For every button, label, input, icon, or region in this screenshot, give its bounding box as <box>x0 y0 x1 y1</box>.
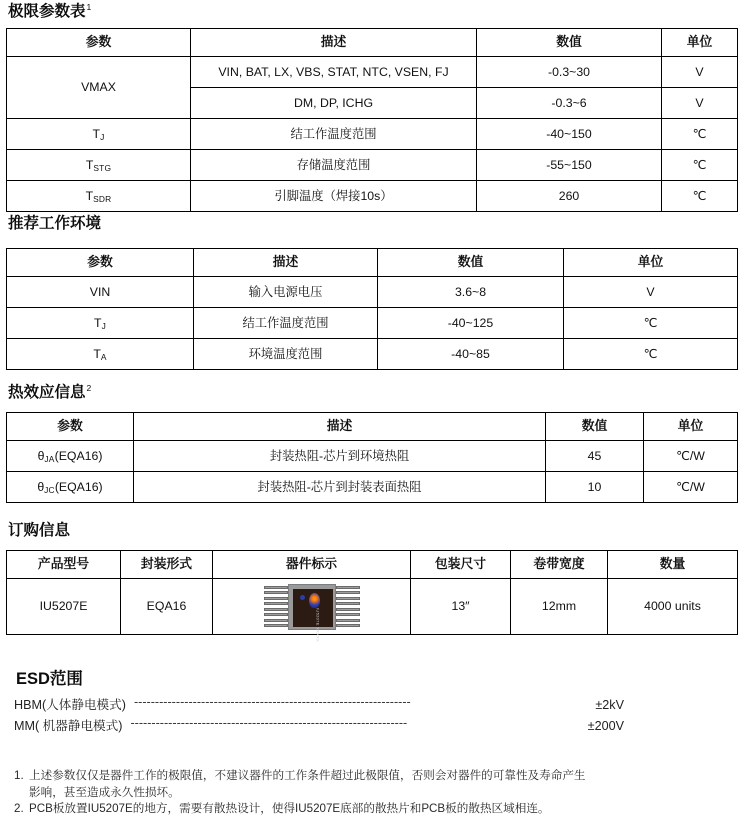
footnote-ref-2: 2 <box>86 382 92 393</box>
section-title-text: ESD范围 <box>16 670 83 688</box>
chip-logo-icon <box>309 593 320 608</box>
section-heading-esd <box>16 665 83 689</box>
col-header-param: 参数 <box>7 29 191 57</box>
cell-param <box>7 472 134 503</box>
col-header-unit: 单位 <box>564 249 738 277</box>
table-header-row <box>7 413 738 441</box>
cell-unit: ℃ <box>564 308 738 339</box>
section-title-text: 极限参数表 <box>8 3 86 20</box>
cell-desc: 封装热阻-芯片到环境热阻 <box>134 441 546 472</box>
cell-param <box>7 339 194 370</box>
esd-row-hbm <box>14 694 624 715</box>
esd-dash-leader: ------------------------------------------------------------------ <box>133 695 411 709</box>
param-subscript: J <box>100 132 105 143</box>
col-header-value: 数值 <box>477 29 662 57</box>
col-header-package: 封装形式 <box>121 551 213 579</box>
chip-pin <box>264 602 288 605</box>
section-heading-recommended <box>8 216 101 232</box>
param-base: θ <box>37 448 45 463</box>
table-recommended <box>6 248 738 370</box>
footnote-line-2: 影响，甚至造成永久性损坏。 <box>29 785 180 799</box>
col-header-marking: 器件标示 <box>213 551 411 579</box>
cell-desc: 存储温度范围 <box>191 150 477 181</box>
table-row <box>7 57 738 88</box>
cell-unit: ℃/W <box>644 472 738 503</box>
cell-value: -40~125 <box>378 308 564 339</box>
cell-unit: ℃ <box>662 119 738 150</box>
chip-pin <box>264 597 288 600</box>
chip-pin <box>336 608 360 611</box>
param-base: T <box>94 315 102 330</box>
esd-label-hbm: HBM(人体静电模式) <box>14 698 126 712</box>
chip-die <box>293 589 333 642</box>
col-header-desc: 描述 <box>191 29 477 57</box>
esd-row-mm <box>14 715 624 736</box>
esd-value-mm: ±200V <box>587 719 624 733</box>
chip-pins-right <box>336 586 360 628</box>
cell-unit: ℃ <box>662 150 738 181</box>
table-row <box>7 441 738 472</box>
cell-desc: DM, DP, ICHG <box>191 88 477 119</box>
table-abs-max-wrapper <box>6 28 738 212</box>
param-subscript: JC <box>44 485 55 496</box>
table-row <box>7 119 738 150</box>
table-recommended-wrapper <box>6 248 738 370</box>
table-header-row <box>7 29 738 57</box>
section-title-text: 热效应信息 <box>8 384 86 401</box>
chip-pin <box>336 619 360 622</box>
chip-pin <box>336 586 360 589</box>
chip-pin <box>264 624 288 627</box>
chip-pin <box>264 608 288 611</box>
section-heading-ordering <box>8 523 70 539</box>
table-row <box>7 181 738 212</box>
cell-unit: V <box>662 57 738 88</box>
cell-value: 260 <box>477 181 662 212</box>
cell-param <box>7 277 194 308</box>
param-subscript: SDR <box>93 194 112 205</box>
cell-param <box>7 181 191 212</box>
footnote-line-1: PCB板放置IU5207E的地方，需要有散热设计，使得IU5207E底部的散热片和PCB板的散热区域相连。 <box>29 802 550 815</box>
cell-value: -40~150 <box>477 119 662 150</box>
table-row <box>7 150 738 181</box>
chip-pin <box>264 619 288 622</box>
col-header-quantity: 数量 <box>608 551 738 579</box>
cell-value: 45 <box>546 441 644 472</box>
section-heading-thermal <box>8 382 92 401</box>
chip-pin <box>264 591 288 594</box>
table-row <box>7 277 738 308</box>
table-row <box>7 579 738 635</box>
chip-pin <box>336 602 360 605</box>
cell-desc: 结工作温度范围 <box>191 119 477 150</box>
col-header-unit: 单位 <box>644 413 738 441</box>
param-subscript: J <box>101 321 106 332</box>
cell-quantity: 4000 units <box>608 579 738 635</box>
cell-value: -40~85 <box>378 339 564 370</box>
col-header-value: 数值 <box>546 413 644 441</box>
col-header-model: 产品型号 <box>7 551 121 579</box>
section-heading-abs-max <box>8 1 92 20</box>
cell-desc: VIN, BAT, LX, VBS, STAT, NTC, VSEN, FJ <box>191 57 477 88</box>
cell-param <box>7 441 134 472</box>
footnote-number: 1. <box>14 769 24 782</box>
col-header-tape-width: 卷带宽度 <box>511 551 608 579</box>
param-subscript: A <box>100 352 107 363</box>
cell-value: 3.6~8 <box>378 277 564 308</box>
chip-pin <box>336 597 360 600</box>
footnotes <box>14 768 729 818</box>
cell-marking <box>213 579 411 642</box>
param-tail: (EQA16) <box>54 448 103 463</box>
table-header-row <box>7 551 738 579</box>
table-ordering-wrapper <box>6 550 738 642</box>
esd-list <box>14 694 624 736</box>
section-title-text: 订购信息 <box>8 522 71 539</box>
cell-param <box>7 119 191 150</box>
chip-pin <box>264 586 288 589</box>
cell-model: IU5207E <box>7 579 121 635</box>
chip-pin <box>264 613 288 616</box>
cell-desc: 环境温度范围 <box>194 339 378 370</box>
esd-value-hbm: ±2kV <box>595 698 624 712</box>
cell-desc: 引脚温度（焊接10s） <box>191 181 477 212</box>
chip-pin <box>336 591 360 594</box>
esd-label-mm: MM( 机器静电模式) <box>14 719 123 733</box>
chip-pins-left <box>264 586 288 628</box>
table-row <box>7 472 738 503</box>
cell-desc: 结工作温度范围 <box>194 308 378 339</box>
table-row <box>7 339 738 370</box>
cell-unit: ℃/W <box>644 441 738 472</box>
footnote-number: 2. <box>14 802 24 815</box>
cell-unit: ℃ <box>662 181 738 212</box>
chip-pin1-dot-icon <box>300 595 305 600</box>
param-subscript: STG <box>93 163 112 174</box>
param-tail: (EQA16) <box>54 479 103 494</box>
col-header-desc: 描述 <box>194 249 378 277</box>
cell-desc: 输入电源电压 <box>194 277 378 308</box>
footnote-line-1: 上述参数仅仅是器件工作的极限值，不建议器件的工作条件超过此极限值，否则会对器件的可靠性及寿命产生 <box>29 769 586 782</box>
chip-body <box>288 584 336 642</box>
param-base: T <box>85 157 94 172</box>
table-abs-max <box>6 28 738 212</box>
cell-reel-size: 13″ <box>411 579 511 635</box>
cell-value: -0.3~30 <box>477 57 662 88</box>
cell-param <box>7 308 194 339</box>
esd-dash-leader: ------------------------------------------------------------------ <box>130 716 408 730</box>
table-thermal <box>6 412 738 503</box>
chip-package-icon <box>264 582 360 642</box>
cell-desc: 封装热阻-芯片到封装表面热阻 <box>134 472 546 503</box>
footnote-item-1 <box>14 768 729 801</box>
chip-pin <box>336 624 360 627</box>
cell-unit: ℃ <box>564 339 738 370</box>
col-header-value: 数值 <box>378 249 564 277</box>
chip-marking-text: IU5207E XXXXX <box>315 607 321 642</box>
table-header-row <box>7 249 738 277</box>
cell-param <box>7 150 191 181</box>
cell-value: -0.3~6 <box>477 88 662 119</box>
col-header-reel-size: 包装尺寸 <box>411 551 511 579</box>
param-base: T <box>92 126 101 141</box>
param-base: T <box>85 188 94 203</box>
cell-package: EQA16 <box>121 579 213 635</box>
col-header-desc: 描述 <box>134 413 546 441</box>
col-header-param: 参数 <box>7 413 134 441</box>
footnote-ref-1: 1 <box>86 1 92 12</box>
section-title-text: 推荐工作环境 <box>8 215 102 232</box>
chip-pin <box>336 613 360 616</box>
param-subscript: JA <box>44 454 55 465</box>
footnote-item-2 <box>14 801 729 818</box>
col-header-unit: 单位 <box>662 29 738 57</box>
cell-param: VMAX <box>7 57 191 119</box>
table-thermal-wrapper <box>6 412 738 503</box>
cell-value: 10 <box>546 472 644 503</box>
param-base: VIN <box>89 284 111 299</box>
table-row <box>7 308 738 339</box>
cell-value: -55~150 <box>477 150 662 181</box>
cell-unit: V <box>564 277 738 308</box>
param-base: T <box>93 346 101 361</box>
param-base: θ <box>37 479 45 494</box>
col-header-param: 参数 <box>7 249 194 277</box>
cell-tape-width: 12mm <box>511 579 608 635</box>
cell-unit: V <box>662 88 738 119</box>
table-ordering <box>6 550 738 642</box>
